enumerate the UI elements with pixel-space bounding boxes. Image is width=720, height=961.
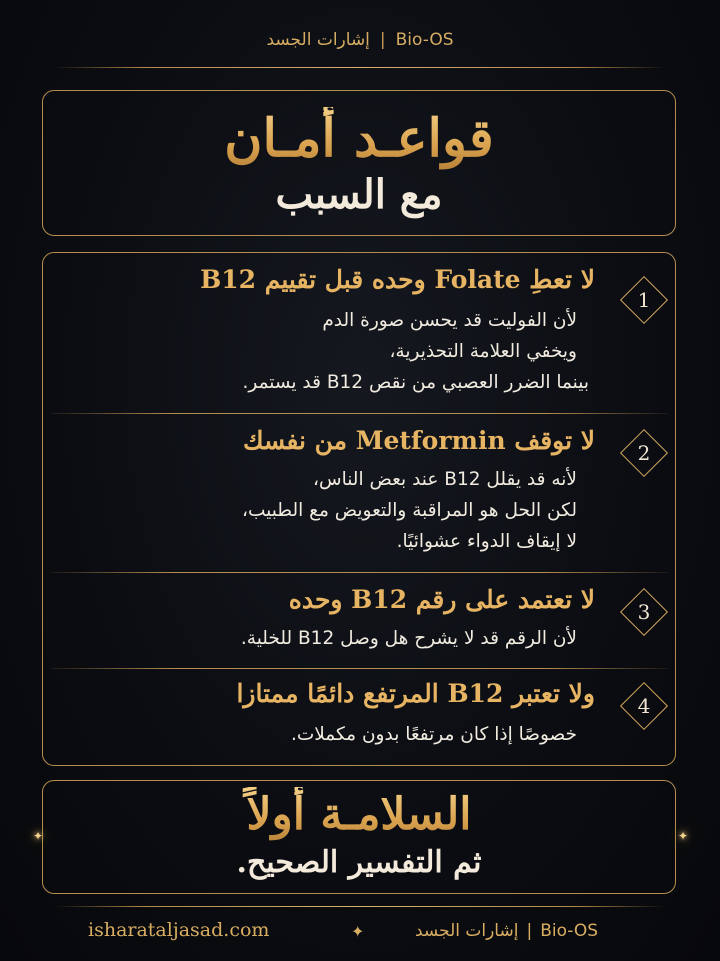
title-panel bbox=[42, 90, 676, 236]
footer bbox=[0, 915, 720, 951]
rule-title: ولا تعتبر B12 المرتفع دائمًا ممتازا bbox=[236, 679, 595, 708]
rule-number: 2 bbox=[637, 440, 651, 465]
rule-line: لأن الفوليت قد يحسن صورة الدم bbox=[322, 310, 577, 331]
rule-line: بينما الضرر العصبي من نقص B12 قد يستمر. bbox=[242, 372, 589, 393]
footer-separator: | bbox=[526, 921, 533, 941]
rule-number: 4 bbox=[637, 693, 651, 718]
star-icon: ✦ bbox=[351, 922, 365, 941]
rule-line: خصوصًا إذا كان مرتفعًا بدون مكملات. bbox=[290, 724, 577, 745]
header-divider bbox=[54, 67, 666, 68]
rule-title: لا تعطِ Folate وحده قبل تقييم B12 bbox=[200, 265, 595, 294]
footer-brand-latin: Bio-OS bbox=[540, 921, 599, 941]
header-brand-arabic: إشارات الجسد bbox=[266, 30, 370, 50]
footer-brand-arabic: إشارات الجسد bbox=[415, 921, 519, 941]
sparkle-icon: ✦ bbox=[678, 829, 689, 843]
header-separator: | bbox=[379, 30, 386, 50]
rule-item-2 bbox=[43, 414, 677, 572]
rule-title: لا تعتمد على رقم B12 وحده bbox=[288, 585, 595, 614]
rule-line: لكن الحل هو المراقبة والتعويض مع الطبيب، bbox=[241, 500, 577, 521]
page-subtitle: مع السبب bbox=[275, 171, 443, 218]
footer-divider bbox=[54, 906, 666, 907]
rule-line: ويخفي العلامة التحذيرية، bbox=[389, 341, 577, 362]
website-link[interactable]: isharataljasad.com bbox=[88, 919, 270, 941]
rule-body bbox=[241, 623, 577, 654]
rule-line: لا إيقاف الدواء عشوائيًا. bbox=[396, 531, 577, 552]
rules-panel bbox=[42, 252, 676, 766]
rule-line: لأنه قد يقلل B12 عند بعض الناس، bbox=[313, 469, 577, 490]
rule-number-badge bbox=[620, 429, 668, 477]
closing-panel bbox=[42, 780, 676, 894]
closing-title: السلامـة أولاً bbox=[43, 787, 675, 843]
rule-body bbox=[242, 305, 589, 398]
header-brand-latin: Bio-OS bbox=[395, 30, 454, 50]
closing-subtitle: ثم التفسير الصحيح. bbox=[236, 845, 482, 880]
rule-item-4 bbox=[43, 669, 677, 765]
rule-number-badge bbox=[620, 682, 668, 730]
rule-body bbox=[242, 464, 577, 557]
rule-number: 1 bbox=[637, 287, 651, 312]
rule-body bbox=[291, 719, 577, 750]
rule-number-badge bbox=[620, 588, 668, 636]
rule-line: لأن الرقم قد لا يشرح هل وصل B12 للخلية. bbox=[240, 628, 577, 649]
header bbox=[0, 22, 720, 58]
rule-title: لا توقف Metformin من نفسك bbox=[242, 426, 595, 455]
rule-item-3 bbox=[43, 573, 677, 668]
rule-number-badge bbox=[620, 276, 668, 324]
sparkle-icon: ✦ bbox=[33, 829, 44, 843]
footer-brand bbox=[415, 921, 598, 941]
rule-number: 3 bbox=[637, 599, 651, 624]
rule-item-1 bbox=[43, 253, 677, 413]
page-title: قواعـد أمـان bbox=[43, 107, 675, 171]
